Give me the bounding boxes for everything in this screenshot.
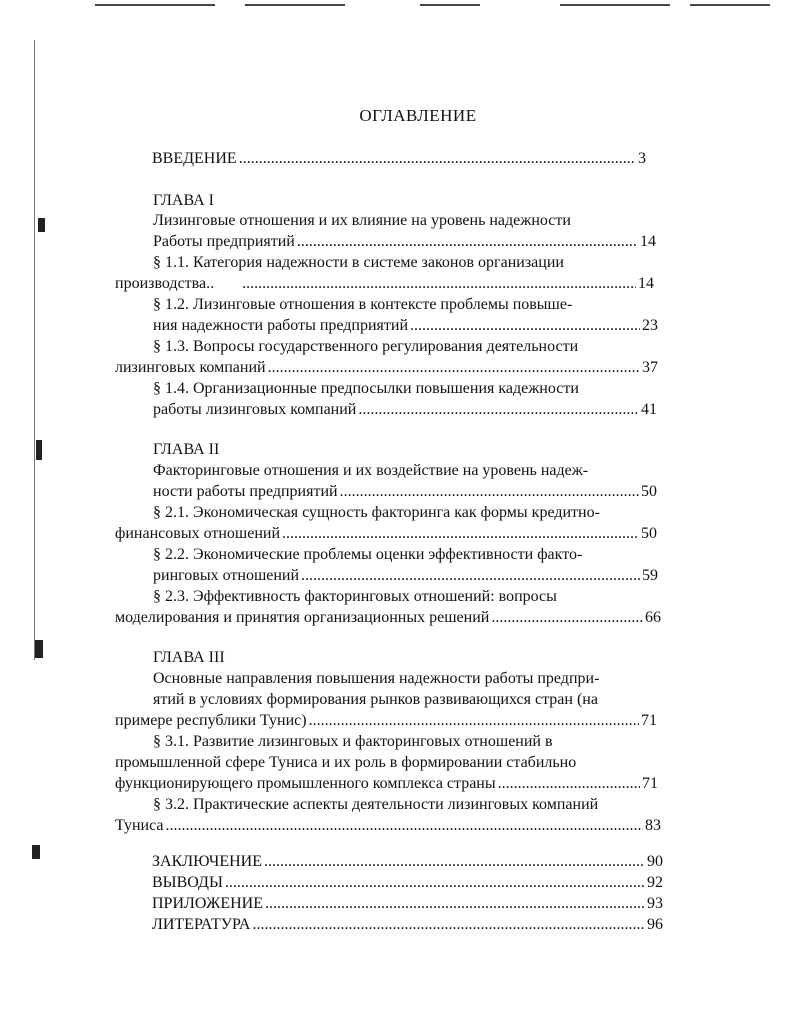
scan-edge-line bbox=[560, 4, 670, 6]
toc-page-number: 71 bbox=[642, 775, 658, 792]
toc-label: ЗАКЛЮЧЕНИЕ bbox=[152, 853, 262, 870]
toc-page-number: 37 bbox=[642, 359, 658, 376]
dot-leader bbox=[242, 274, 636, 294]
section-title: § 1.4. Организационные предпосылки повышения кадежности bbox=[153, 380, 579, 397]
scan-edge-line bbox=[95, 4, 215, 6]
dot-leader bbox=[225, 873, 645, 893]
toc-label: ния надежности работы предприятий bbox=[153, 317, 409, 334]
section-title: § 1.3. Вопросы государственного регулирования деятельности bbox=[153, 338, 579, 355]
chapter-title: ятий в условиях формирования рынков развивающихся стран (на bbox=[153, 691, 598, 708]
chapter-heading: ГЛАВА III bbox=[153, 649, 225, 666]
toc-label: ПРИЛОЖЕНИЕ bbox=[152, 895, 264, 912]
dot-leader bbox=[268, 358, 640, 378]
toc-entry-appendix[interactable] bbox=[152, 894, 663, 914]
section-title: § 3.1. Развитие лизинговых и факторинговых отношений в bbox=[153, 733, 553, 750]
toc-entry[interactable] bbox=[153, 232, 656, 252]
section-title: § 2.3. Эффективность факторинговых отношений: вопросы bbox=[153, 588, 557, 605]
toc-page-number: 96 bbox=[647, 916, 663, 933]
dot-leader bbox=[410, 316, 640, 336]
toc-label: работы лизинговых компаний bbox=[153, 401, 357, 418]
chapter-title: Факторинговые отношения и их воздействие на уровень надеж- bbox=[153, 462, 589, 479]
section-title: промышленной сфере Туниса и их роль в формировании стабильно bbox=[115, 754, 577, 771]
toc-entry-findings[interactable] bbox=[152, 873, 663, 893]
toc-entry[interactable] bbox=[153, 316, 658, 336]
toc-entry[interactable] bbox=[115, 524, 657, 544]
chapter-title: Основные направления повышения надежности работы предпри- bbox=[153, 670, 600, 687]
toc-page-number: 66 bbox=[645, 609, 661, 626]
toc-entry[interactable] bbox=[153, 482, 657, 502]
dot-leader bbox=[340, 482, 639, 502]
toc-page-number: 14 bbox=[638, 275, 654, 292]
toc-page-number: 23 bbox=[642, 317, 658, 334]
dot-leader bbox=[297, 232, 638, 252]
dot-leader bbox=[264, 852, 645, 872]
toc-label: ЛИТЕРАТУРА bbox=[152, 916, 251, 933]
scan-mark bbox=[35, 640, 43, 658]
toc-page-number: 41 bbox=[641, 401, 657, 418]
chapter-heading: ГЛАВА II bbox=[153, 441, 220, 458]
toc-label: ринговых отношений bbox=[153, 567, 300, 584]
scan-margin-line bbox=[34, 40, 35, 660]
dot-leader bbox=[239, 149, 636, 169]
section-title: § 1.2. Лизинговые отношения в контексте проблемы повыше- bbox=[153, 296, 573, 313]
toc-label: примере республики Тунис) bbox=[115, 712, 307, 729]
dot-leader bbox=[301, 566, 640, 586]
toc-label: Туниса bbox=[115, 817, 164, 834]
section-title: § 1.1. Категория надежности в системе законов организации bbox=[153, 254, 564, 271]
toc-page-number: 14 bbox=[640, 233, 656, 250]
toc-entry[interactable] bbox=[115, 274, 654, 294]
section-title: § 2.1. Экономическая сущность факторинга как формы кредитно- bbox=[153, 504, 600, 521]
toc-page-number: 90 bbox=[647, 853, 663, 870]
toc-entry[interactable] bbox=[115, 711, 657, 731]
toc-page-number: 3 bbox=[638, 150, 646, 167]
toc-label: лизинговых компаний bbox=[115, 359, 266, 376]
toc-page-number: 50 bbox=[641, 525, 657, 542]
toc-label: моделирования и принятия организационных решений bbox=[115, 609, 490, 626]
dot-leader bbox=[252, 915, 645, 935]
toc-entry-literature[interactable] bbox=[152, 915, 663, 935]
toc-page-number: 92 bbox=[647, 874, 663, 891]
toc-label: функционирующего промышленного комплекса страны bbox=[115, 775, 496, 792]
dot-leader bbox=[358, 400, 639, 420]
dot-leader bbox=[491, 608, 643, 628]
toc-page-number: 71 bbox=[641, 712, 657, 729]
toc-page-number: 59 bbox=[642, 567, 658, 584]
page-title: ОГЛАВЛЕНИЕ bbox=[359, 106, 477, 125]
toc-entry[interactable] bbox=[115, 774, 658, 794]
toc-label: производства.. bbox=[115, 275, 215, 292]
scan-edge-line bbox=[420, 4, 480, 6]
scan-edge-line bbox=[690, 4, 770, 6]
toc-entry-conclusion[interactable] bbox=[152, 852, 663, 872]
toc-page-number: 83 bbox=[645, 817, 661, 834]
scan-mark bbox=[32, 845, 40, 859]
toc-label: ности работы предприятий bbox=[153, 483, 338, 500]
dot-leader bbox=[498, 774, 640, 794]
chapter-title: Лизинговые отношения и их влияние на уровень надежности bbox=[153, 212, 571, 229]
toc-entry[interactable] bbox=[115, 608, 661, 628]
dot-leader bbox=[166, 816, 644, 836]
scan-mark bbox=[38, 218, 45, 232]
toc-label: финансовых отношений bbox=[115, 525, 281, 542]
dot-leader bbox=[309, 711, 639, 731]
dot-leader bbox=[265, 894, 645, 914]
toc-label: ВЫВОДЫ bbox=[152, 874, 223, 891]
toc-label: ВВЕДЕНИЕ bbox=[152, 150, 237, 167]
toc-entry[interactable] bbox=[115, 358, 658, 378]
scan-edge-line bbox=[245, 4, 345, 6]
toc-entry-intro[interactable] bbox=[152, 149, 646, 169]
toc-label: Работы предприятий bbox=[153, 233, 295, 250]
section-title: § 2.2. Экономические проблемы оценки эффективности факто- bbox=[153, 546, 583, 563]
chapter-heading: ГЛАВА I bbox=[153, 192, 214, 209]
section-title: § 3.2. Практические аспекты деятельности лизинговых компаний bbox=[153, 796, 599, 813]
toc-page-number: 93 bbox=[647, 895, 663, 912]
scan-mark bbox=[36, 440, 42, 460]
dot-leader bbox=[282, 524, 639, 544]
toc-entry[interactable] bbox=[153, 400, 657, 420]
toc-page-number: 50 bbox=[641, 483, 657, 500]
toc-entry[interactable] bbox=[115, 816, 661, 836]
toc-entry[interactable] bbox=[153, 566, 658, 586]
